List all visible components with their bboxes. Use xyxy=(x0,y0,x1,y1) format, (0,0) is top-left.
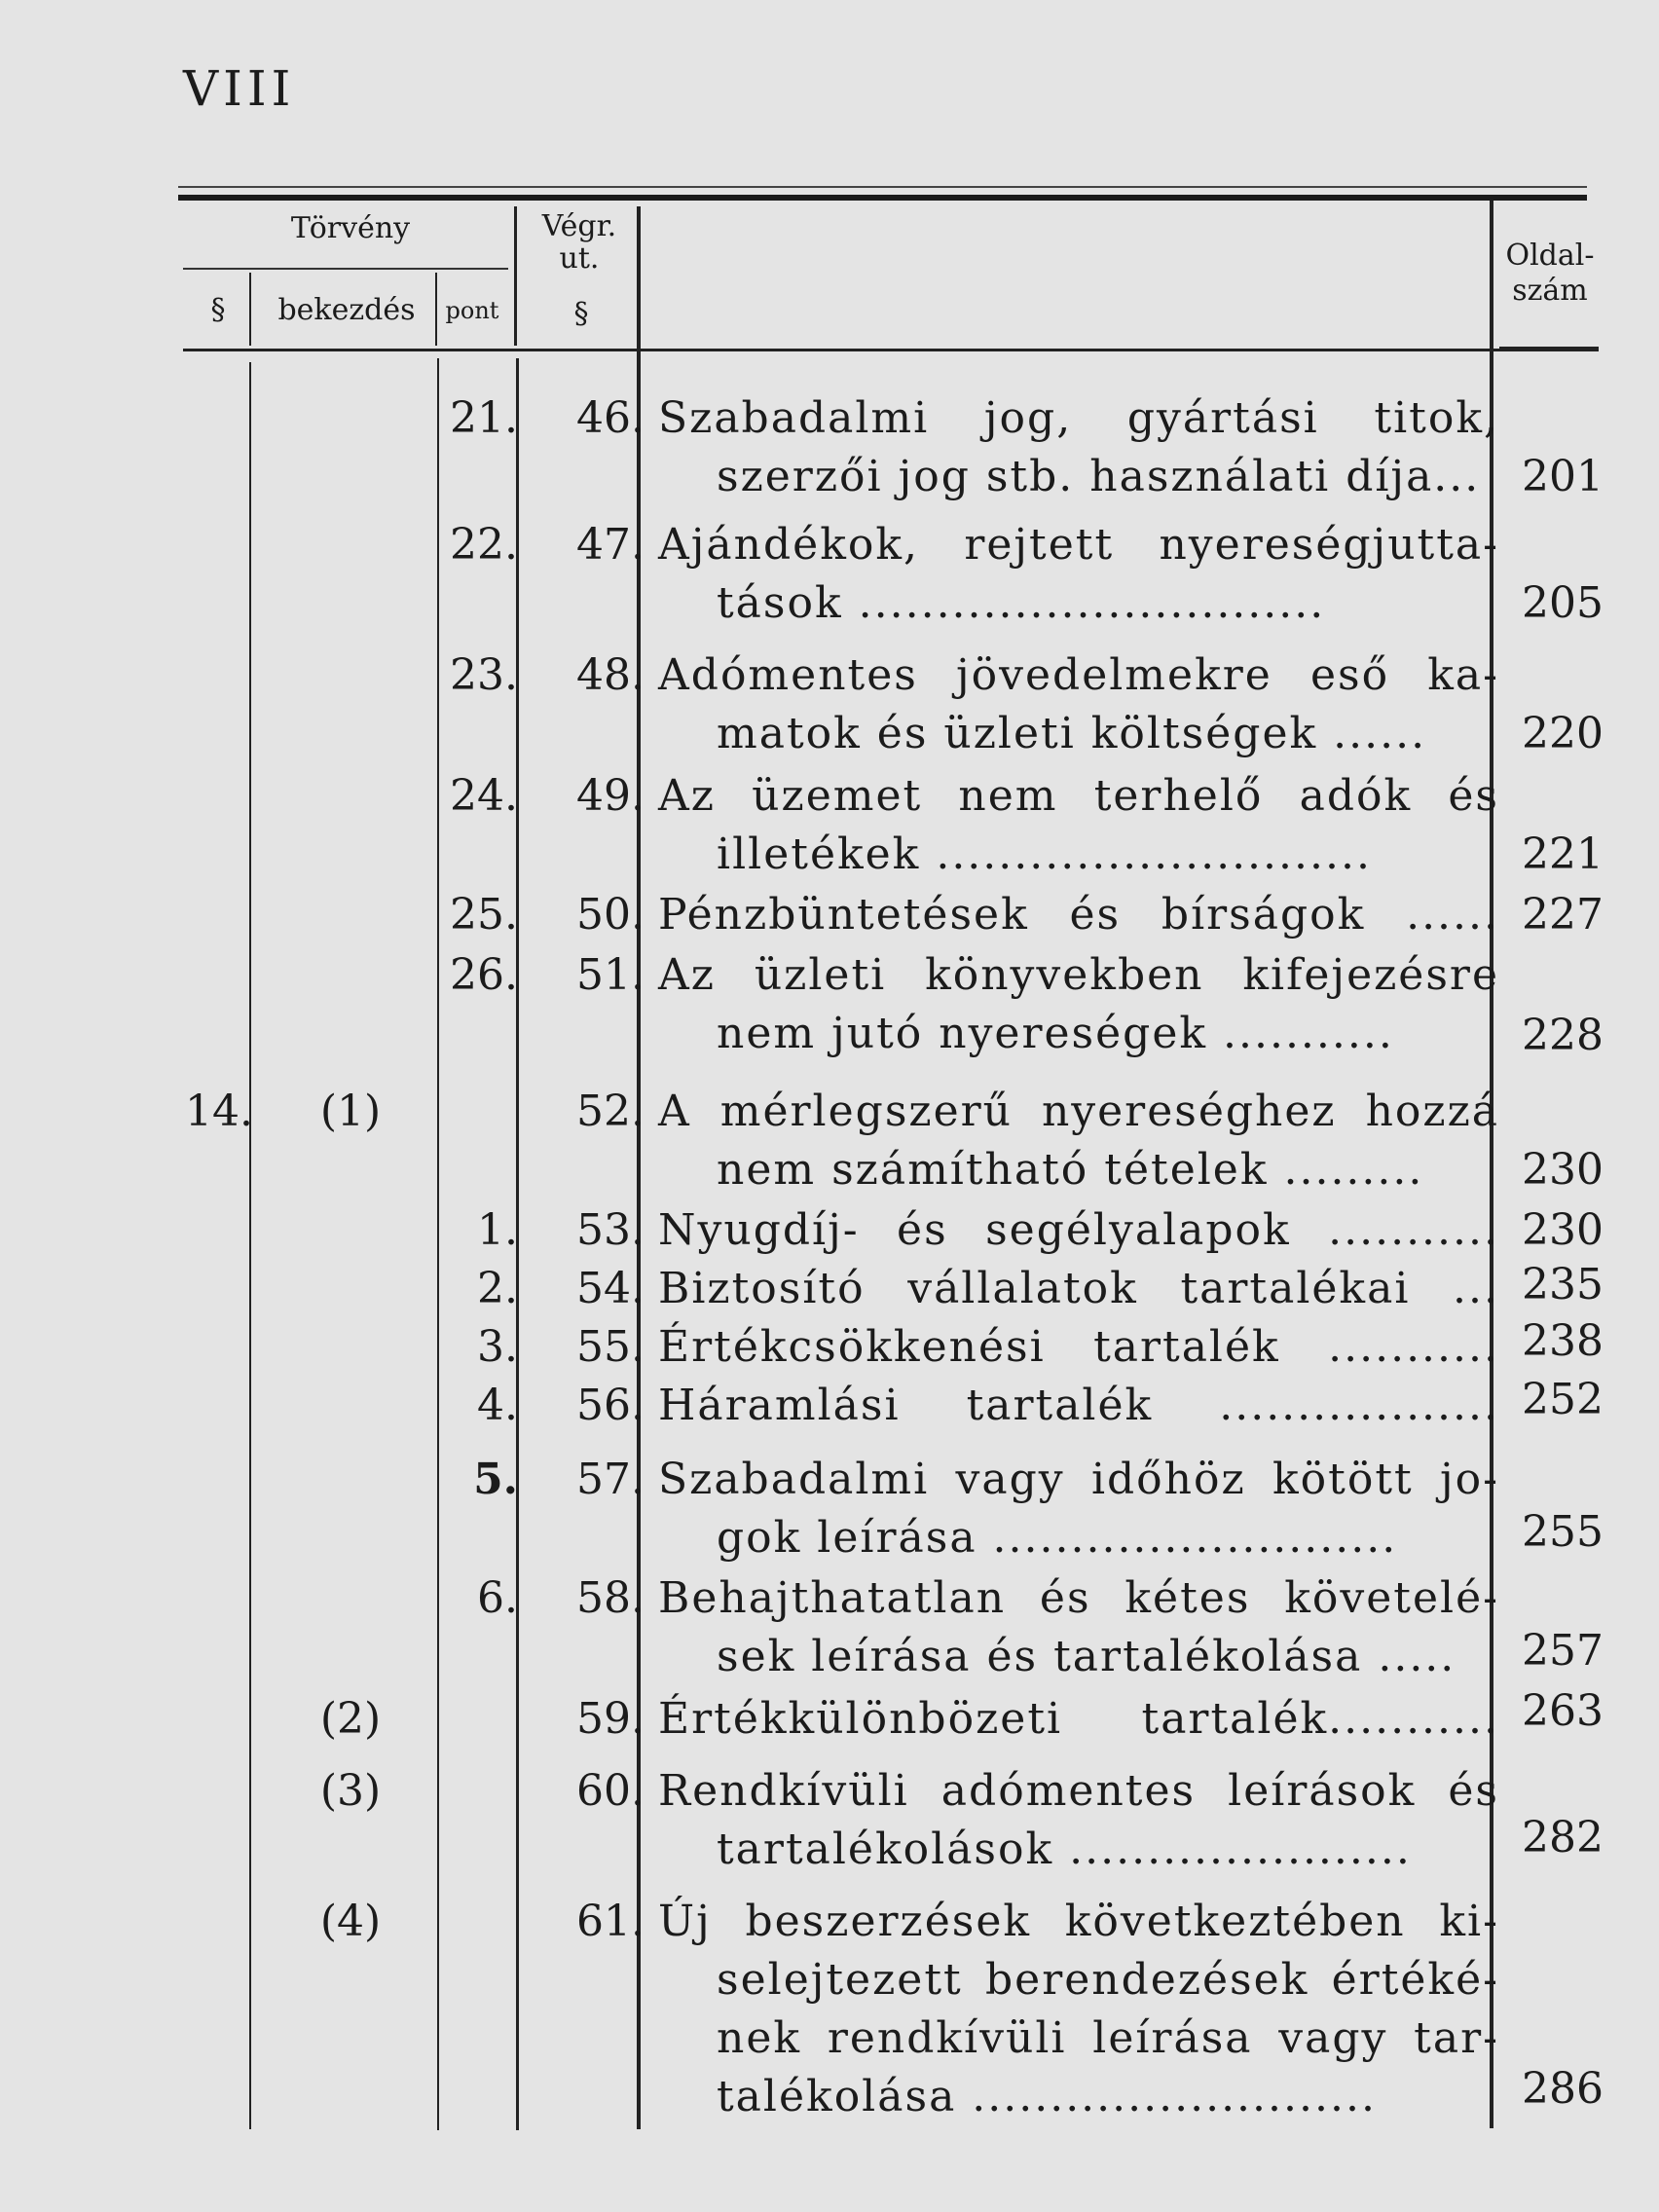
row-title-line1: Biztosító vállalatok tartalékai ... xyxy=(658,1264,1499,1313)
row-title-line1: Az üzemet nem terhelő adók és xyxy=(658,771,1499,821)
row-title-line3: nek rendkívüli leírása vagy tar- xyxy=(717,2013,1499,2063)
row-title-line2: szerzői jog stb. használati díja... xyxy=(717,452,1481,501)
row-bekezdes: (2) xyxy=(319,1694,382,1744)
vegr-ut-header: Végr. ut. xyxy=(541,209,617,276)
row-title xyxy=(658,1377,1499,1435)
top-rule-thick xyxy=(178,195,1587,201)
row-pont: 1. xyxy=(477,1205,518,1255)
col-line-pont-header xyxy=(514,206,517,346)
row-title xyxy=(658,1690,1499,1749)
row-pont: 3. xyxy=(477,1322,518,1372)
oldalszam-header-line2: szám xyxy=(1512,274,1588,308)
row-vegr: 55. xyxy=(576,1322,645,1372)
row-title-line1: Értékkülönbözeti tartalék........... xyxy=(658,1694,1499,1744)
row-pont: 25. xyxy=(450,890,518,940)
row-title-line1: Szabadalmi vagy időhöz kötött jo- xyxy=(658,1455,1499,1504)
row-page: 227 xyxy=(1522,890,1604,940)
row-title xyxy=(658,886,1499,944)
row-pont: 5. xyxy=(473,1455,518,1504)
row-title xyxy=(658,1318,1499,1377)
row-page: 238 xyxy=(1522,1316,1604,1366)
row-vegr: 48. xyxy=(576,650,645,700)
col-line-par xyxy=(249,362,251,2129)
row-pont: 26. xyxy=(450,950,518,1000)
bekezdes-header: bekezdés xyxy=(277,293,416,327)
row-vegr: 53. xyxy=(576,1205,645,1255)
row-title-line2: selejtezett berendezések értéké- xyxy=(717,1955,1499,2005)
row-bekezdes: (3) xyxy=(319,1766,382,1816)
row-title-line1: Rendkívüli adómentes leírások és xyxy=(658,1766,1499,1816)
row-vegr: 58. xyxy=(576,1573,645,1623)
col-line-bek-header xyxy=(435,273,437,346)
row-title xyxy=(658,1260,1499,1318)
row-page: 252 xyxy=(1522,1375,1604,1424)
page-number: VIII xyxy=(183,60,296,117)
row-pont: 6. xyxy=(477,1573,518,1623)
row-pont: 4. xyxy=(477,1381,518,1430)
row-page: 257 xyxy=(1522,1626,1604,1676)
row-title-line1: Nyugdíj- és segélyalapok ........... xyxy=(658,1205,1499,1255)
row-title-line2: gok leírása .......................... xyxy=(717,1513,1398,1563)
row-title-line1: Szabadalmi jog, gyártási titok, xyxy=(658,393,1499,443)
col-line-par-header xyxy=(249,273,251,346)
row-page: 286 xyxy=(1522,2064,1604,2114)
row-bekezdes: (4) xyxy=(319,1897,382,1946)
header-rule xyxy=(183,349,1599,351)
row-title-line1: Behajthatatlan és kétes követelé- xyxy=(658,1573,1499,1623)
row-vegr: 47. xyxy=(576,520,645,570)
row-pont: 24. xyxy=(450,771,518,821)
row-title-line1: Adómentes jövedelmekre eső ka- xyxy=(658,650,1499,700)
row-bekezdes: (1) xyxy=(319,1087,382,1136)
row-vegr: 61. xyxy=(576,1897,645,1946)
torveny-subrule xyxy=(183,268,508,270)
row-title-line2: nem számítható tételek ......... xyxy=(717,1145,1424,1195)
row-title-line1: A mérlegszerű nyereséghez hozzá xyxy=(658,1087,1499,1136)
row-page: 201 xyxy=(1522,452,1604,501)
row-title xyxy=(658,1762,1499,1879)
row-pont: 23. xyxy=(450,650,518,700)
row-vegr: 56. xyxy=(576,1381,645,1430)
row-title-line2: nem jutó nyereségek ........... xyxy=(717,1009,1394,1058)
row-page: 228 xyxy=(1522,1011,1604,1060)
row-title-line2: sek leírása és tartalékolása ..... xyxy=(717,1632,1456,1681)
row-paragraph: 14. xyxy=(185,1087,253,1136)
vegr-sign-header: § xyxy=(573,297,589,331)
top-rule-thin xyxy=(178,186,1587,188)
row-title xyxy=(658,946,1499,1063)
row-title-line1: Háramlási tartalék .................. xyxy=(658,1381,1499,1430)
row-page: 235 xyxy=(1522,1260,1604,1309)
row-title-line1: Ajándékok, rejtett nyereségjutta- xyxy=(658,520,1499,570)
row-title-line2: matok és üzleti költségek ...... xyxy=(717,709,1427,758)
row-title-line1: Új beszerzések következtében ki- xyxy=(658,1897,1499,1946)
row-title-line1: Az üzleti könyvekben kifejezésre xyxy=(658,950,1499,1000)
row-vegr: 60. xyxy=(576,1766,645,1816)
row-title xyxy=(658,1083,1499,1199)
row-title xyxy=(658,1201,1499,1260)
row-vegr: 51. xyxy=(576,950,645,1000)
row-title-line1: Pénzbüntetések és bírságok ...... xyxy=(658,890,1499,940)
row-vegr: 49. xyxy=(576,771,645,821)
row-title xyxy=(658,767,1499,884)
row-page: 263 xyxy=(1522,1686,1604,1736)
row-title-line1: Értékcsökkenési tartalék ........... xyxy=(658,1322,1499,1372)
torveny-header: Törvény xyxy=(290,211,411,245)
row-page: 282 xyxy=(1522,1813,1604,1862)
row-title-line2: illetékek ............................ xyxy=(717,830,1372,879)
row-title xyxy=(658,1893,1499,2126)
row-title xyxy=(658,1569,1499,1686)
row-vegr: 46. xyxy=(576,393,645,443)
row-vegr: 50. xyxy=(576,890,645,940)
row-pont: 2. xyxy=(477,1264,518,1313)
row-pont: 21. xyxy=(450,393,518,443)
row-title xyxy=(658,1451,1499,1567)
row-vegr: 52. xyxy=(576,1087,645,1136)
paragraph-sign-header: § xyxy=(210,293,226,327)
row-title xyxy=(658,516,1499,633)
oldalszam-header-line1: Oldal- xyxy=(1505,239,1595,273)
row-vegr: 54. xyxy=(576,1264,645,1313)
row-title-line2: tartalékolások ...................... xyxy=(717,1825,1412,1874)
row-page: 205 xyxy=(1522,578,1604,628)
row-title-line2: tások .............................. xyxy=(717,578,1326,628)
col-line-vegr xyxy=(637,206,641,2129)
row-title xyxy=(658,389,1499,506)
row-vegr: 57. xyxy=(576,1455,645,1504)
row-title xyxy=(658,646,1499,763)
pont-header: pont xyxy=(445,297,499,324)
row-page: 221 xyxy=(1522,830,1604,879)
row-title-line4: talékolása .......................... xyxy=(717,2072,1377,2121)
row-page: 255 xyxy=(1522,1507,1604,1557)
row-page: 230 xyxy=(1522,1145,1604,1195)
row-vegr: 59. xyxy=(576,1694,645,1744)
row-page: 220 xyxy=(1522,709,1604,758)
oldalszam-rule xyxy=(1499,347,1599,350)
row-pont: 22. xyxy=(450,520,518,570)
row-page: 230 xyxy=(1522,1205,1604,1255)
